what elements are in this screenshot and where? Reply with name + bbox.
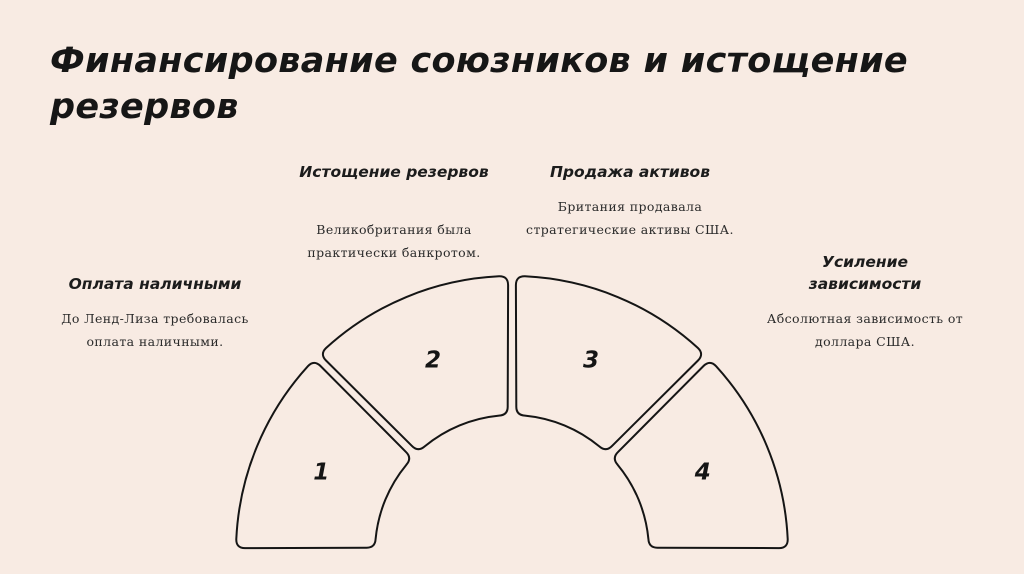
segment-2-number: 2 (424, 347, 442, 374)
step-2-description: Великобритания была практически банкротом. (307, 222, 481, 260)
step-4-title: Усиление зависимости (808, 253, 922, 293)
step-2-title: Истощение резервов (299, 163, 489, 181)
segment-3 (516, 276, 701, 449)
slide-title: Финансирование союзников и истощение резервов (50, 41, 908, 127)
segment-1-number: 1 (313, 459, 330, 486)
step-3-title: Продажа активов (549, 163, 711, 181)
step-1-description: До Ленд-Лиза требовалась оплата наличными. (61, 311, 249, 349)
step-1-title: Оплата наличными (68, 275, 242, 293)
segment-3-number: 3 (582, 347, 600, 374)
step-4-description: Абсолютная зависимость от доллара США. (766, 311, 964, 349)
step-3-description: Британия продавала стратегические активы США. (526, 199, 734, 237)
segment-4 (615, 363, 788, 548)
segment-2 (323, 276, 508, 449)
segment-4-number: 4 (694, 459, 711, 486)
segment-1 (236, 363, 409, 548)
